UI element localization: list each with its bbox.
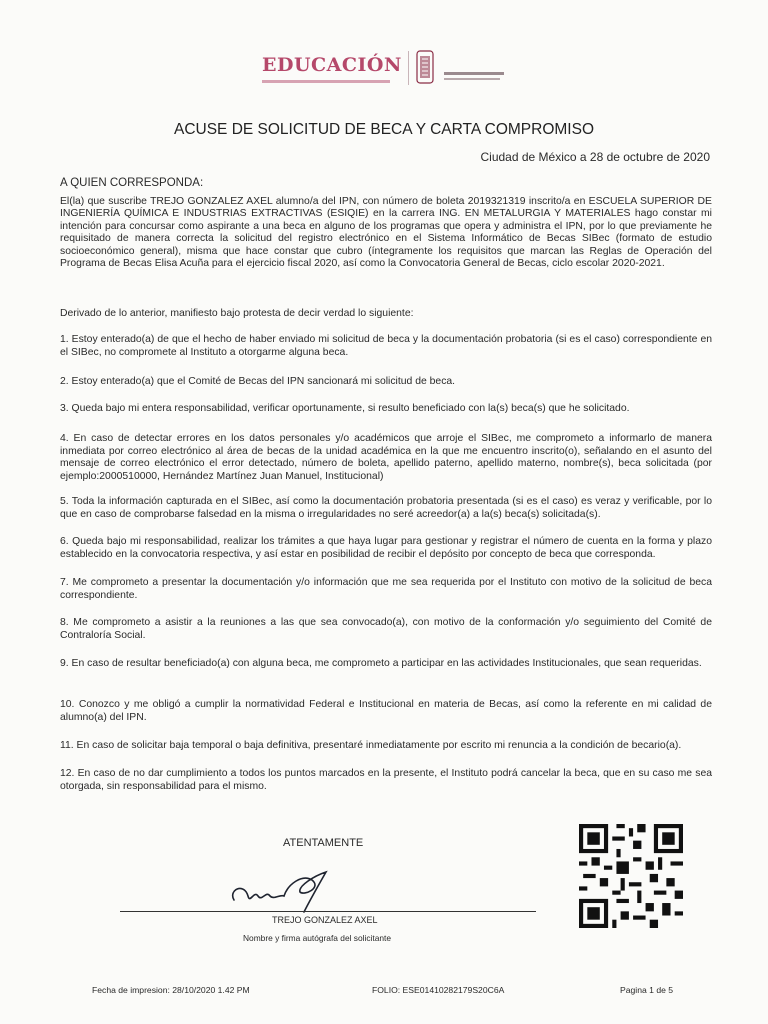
closing: ATENTAMENTE <box>283 837 364 849</box>
greeting: A QUIEN CORRESPONDA: <box>60 177 204 189</box>
document-title: ACUSE DE SOLICITUD DE BECA Y CARTA COMPROMISO <box>173 121 595 138</box>
commitment-item-12: 12. En caso de no dar cumplimiento a todos los puntos marcados en la presente, el Instituto podrá cancelar la beca, que en su caso me sea otorgada, sin responsabilidad para el mismo. <box>60 768 712 792</box>
ipn-seal-icon <box>416 50 434 84</box>
signer-caption: Nombre y firma autógrafa del solicitante <box>243 933 392 943</box>
folio: FOLIO: ESE01410282179S20C6A <box>372 985 505 995</box>
commitment-item-10: 10. Conozco y me obligó a cumplir la normatividad Federal e Institucional en materia de Becas, así como la referente en mi calidad de alumno(a) del IPN. <box>60 699 712 723</box>
commitment-item-11: 11. En caso de solicitar baja temporal o baja definitiva, presentaré inmediatamente por escrito mi renuncia a la condición de becario(a). <box>60 740 682 751</box>
qr-code-icon <box>579 824 683 928</box>
declaration-lead: Derivado de lo anterior, manifiesto bajo protesta de decir verdad lo siguiente: <box>60 308 414 319</box>
signer-name: TREJO GONZALEZ AXEL <box>272 915 378 925</box>
institution-name-mark <box>444 72 504 75</box>
page-number: Pagina 1 de 5 <box>620 985 674 995</box>
letterhead <box>258 48 518 88</box>
institution-subtitle-mark <box>444 78 500 80</box>
commitment-item-6: 6. Queda bajo mi responsabilidad, realizar los trámites a que haya lugar para gestionar y registrar el número de cuenta en la forma y plazo establecido en la convocatoria respectiva, y así estar en posibilidad de recibir el depósito por concepto de beca que corresponda. <box>60 536 712 560</box>
commitment-item-5: 5. Toda la información capturada en el SIBec, así como la documentación probatoria presentada (si es el caso) es veraz y verificable, por lo que en caso de comprobarse falsedad en la misma o irregularidades no seré acreedor(a) a la(s) beca(s) solicitada(s). <box>60 496 712 520</box>
brand-logo-text: EDUCACIÓN <box>262 54 402 76</box>
brand-tagline-bar <box>262 80 390 83</box>
signature-line <box>120 911 536 912</box>
commitment-item-3: 3. Queda bajo mi entera responsabilidad, verificar oportunamente, si resulto beneficiado con la(s) beca(s) que he solicitado. <box>60 403 630 414</box>
commitment-item-4: 4. En caso de detectar errores en los datos personales y/o académicos que arroje el SIBec, me comprometo a informarlo de manera inmediata por correo electrónico al área de becas de la unidad académica en la que me encuentro inscrito(o), señalando en el asunto del mensaje de correo electrónico el error detectado, número de boleta, apellido paterno, apellido materno, nombre(s), beca solicitada (por ejemplo:2000510000, Hernández Martínez Juan Manuel, Institucional) <box>60 433 712 482</box>
commitment-item-2: 2. Estoy enterado(a) que el Comité de Becas del IPN sancionará mi solicitud de beca. <box>60 376 456 387</box>
print-date: Fecha de impresion: 28/10/2020 1.42 PM <box>92 985 250 995</box>
commitment-item-9: 9. En caso de resultar beneficiado(a) con alguna beca, me comprometo a participar en las actividades Institucionales, que sean requeridas. <box>60 658 702 669</box>
commitment-item-1: 1. Estoy enterado(a) de que el hecho de haber enviado mi solicitud de beca y la documentación probatoria (si es el caso) correspondiente en el SIBec, no compromete al Instituto a otorgarme alguna beca. <box>60 334 712 358</box>
commitment-item-7: 7. Me comprometo a presentar la documentación y/o información que me sea requerida por el Instituto con motivo de la solicitud de beca correspondiente. <box>60 577 712 601</box>
header-divider <box>408 51 409 85</box>
intro-paragraph: El(la) que suscribe TREJO GONZALEZ AXEL alumno/a del IPN, con número de boleta 2019321319 inscrito/a en ESCUELA SUPERIOR DE INGENIERÍA QUÍMICA E INDUSTRIAS EXTRACTIVAS (ESIQIE) en la carrera ING. EN METALURGIA Y MATERIALES hago constar mi intención para concursar como aspirante a una beca en alguno de los programas que opera y administra el IPN, por lo que previamente he requisitado de manera correcta la solicitud del registro electrónico en el Sistema Informático de Becas SIBec (formato de estudio socioeconómico general), misma que hace constar que cubro (íntegramente los requisitos que marcan las Reglas de Operación del Programa de Becas Elisa Acuña para el ejercicio fiscal 2020, así como la Convocatoria General de Becas, ciclo escolar 2020-2021. <box>60 196 712 270</box>
commitment-item-8: 8. Me comprometo a asistir a la reuniones a las que sea convocado(a), con motivo de la conformación y/o seguimiento del Comité de Contraloría Social. <box>60 617 712 641</box>
handwritten-signature-icon <box>226 866 356 916</box>
place-date: Ciudad de México a 28 de octubre de 2020 <box>480 150 710 164</box>
